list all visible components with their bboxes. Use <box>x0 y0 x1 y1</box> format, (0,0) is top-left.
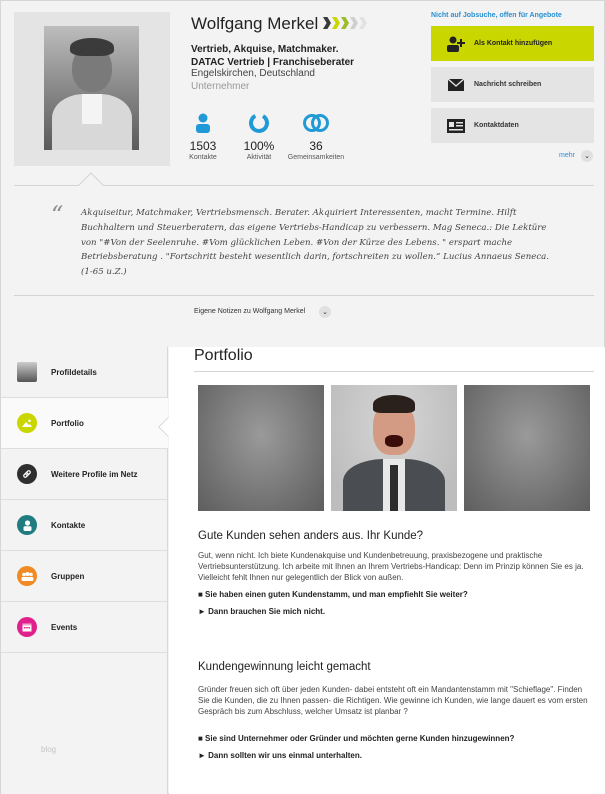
headline-line-2: DATAC Vertrieb | Franchiseberater <box>191 57 355 68</box>
sidebar-item-other-profiles[interactable] <box>1 449 168 500</box>
own-notes-link[interactable]: Eigene Notizen zu Wolfgang Merkel <box>194 308 306 315</box>
section-title: Gute Kunden sehen anders aus. Ihr Kunde? <box>198 530 424 542</box>
headline-line-1: Vertrieb, Akquise, Matchmaker. <box>191 44 339 55</box>
sidebar-item-label: Weitere Profile im Netz <box>51 469 138 479</box>
job-status: Nicht auf Jobsuche, offen für Angebote <box>431 12 562 19</box>
stat-commonalities[interactable] <box>281 111 351 161</box>
stat-label: Kontakte <box>189 154 217 161</box>
person-icon <box>17 515 37 535</box>
add-person-icon <box>441 36 471 52</box>
image-icon <box>17 413 37 433</box>
profile-name: Wolfgang Merkel <box>191 14 319 33</box>
portfolio-image[interactable] <box>331 385 457 511</box>
stat-value: 36 <box>309 139 323 153</box>
add-contact-button[interactable] <box>431 26 594 61</box>
photo-pointer <box>78 172 103 197</box>
page-title: Portfolio <box>194 347 253 364</box>
profile-headline <box>191 43 411 69</box>
portfolio-image[interactable] <box>198 385 324 511</box>
blog-link[interactable]: blog <box>41 745 57 754</box>
calendar-icon <box>17 617 37 637</box>
sidebar-item-events[interactable] <box>1 602 168 653</box>
profile-role: Unternehmer <box>191 81 250 92</box>
group-icon <box>17 566 37 586</box>
sidebar-item-portfolio[interactable] <box>1 398 168 449</box>
section-body: Gut, wenn nicht. Ich biete Kundenakquise und Kundenbetreuung, praxisbezogene und praktische Vertriebsunterstützung. Ich arbeite mit Ihnen an Ihrem Vertriebs-Handicap: Denn im Prinzip können Sie es ja. Vielleicht fehlt Ihnen nur gelegentlich der Blick von außen. <box>198 551 584 582</box>
profile-photo-icon <box>17 362 37 382</box>
section-bullet: ■ Sie sind Unternehmer oder Gründer und möchten gerne Kunden hinzugewinnen? <box>198 734 515 743</box>
chevron-down-icon[interactable]: ⌄ <box>319 306 331 318</box>
sidebar-item-profile-details[interactable] <box>1 347 168 398</box>
more-link[interactable]: mehr <box>559 152 575 159</box>
section-bullet: ► Dann sollten wir uns einmal unterhalten. <box>198 751 362 760</box>
profile-photo[interactable] <box>44 26 139 150</box>
stat-label: Gemeinsamkeiten <box>287 154 345 161</box>
sidebar-item-groups[interactable] <box>1 551 168 602</box>
profile-location: Engelskirchen, Deutschland <box>191 68 315 79</box>
stat-label: Aktivität <box>246 154 272 161</box>
overlap-circles-icon <box>281 111 351 135</box>
about-text: Akquiseitur, Matchmaker, Vertriebsmensch. Berater. Akquiriert Interessenten, macht Termine. Hilft Buchhaltern und Steuerberatern, das eigene Vertriebs-Handicap zu verbessern. Mag Seneca.: Die Lektüre von "#Von der Seelenruhe. #Vom glücklichen Leben. #Von der Kürze des Lebens. " erspart mache Betriebsberatung . "Fortschritt besteht wesentlich darin, fortschreiten zu wollen.“ Lucius Annaeus Seneca. (1-65 u.Z.) <box>81 208 550 278</box>
add-contact-label: Als Kontakt hinzufügen <box>474 40 553 47</box>
quote-icon: “ <box>51 201 64 229</box>
section-bullet: ► Dann brauchen Sie mich nicht. <box>198 607 326 616</box>
envelope-icon <box>441 79 471 91</box>
address-card-icon <box>441 119 471 133</box>
sidebar-item-contacts[interactable] <box>1 500 168 551</box>
profile-photo-frame <box>14 12 170 166</box>
stat-value: 100% <box>243 139 275 153</box>
contact-data-label: Kontaktdaten <box>474 122 519 129</box>
section-title: Kundengewinnung leicht gemacht <box>198 661 371 673</box>
sidebar-item-label: Events <box>51 622 78 632</box>
sidebar-item-label: Profildetails <box>51 367 97 377</box>
link-icon <box>17 464 37 484</box>
section-body: Gründer freuen sich oft über jeden Kunden- dabei entsteht oft ein Mandantenstamm mit "Schieflage". Finden Sie die Kunden, die zu Ihnen passen- die Richtigen. Wie gewinne ich Kunden, wie lange dauert es vom ersten Gespräch bis zum Abschluss, welcher Umsatz ist planbar ? <box>198 685 588 716</box>
contact-data-button[interactable] <box>431 108 594 143</box>
sidebar-item-label: Portfolio <box>51 418 84 428</box>
sidebar-item-label: Kontakte <box>51 520 86 530</box>
stat-value: 1503 <box>189 139 217 153</box>
divider <box>14 295 594 296</box>
sidebar-item-label: Gruppen <box>51 571 85 581</box>
premium-chevrons-icon <box>323 17 367 29</box>
send-message-button[interactable] <box>431 67 594 102</box>
send-message-label: Nachricht schreiben <box>474 81 542 88</box>
chevron-down-icon[interactable]: ⌄ <box>581 150 593 162</box>
portfolio-image[interactable] <box>464 385 590 511</box>
profile-sidebar <box>1 347 168 794</box>
section-bullet: ■ Sie haben einen guten Kundenstamm, und man empfiehlt Sie weiter? <box>198 590 468 599</box>
divider <box>194 371 594 372</box>
